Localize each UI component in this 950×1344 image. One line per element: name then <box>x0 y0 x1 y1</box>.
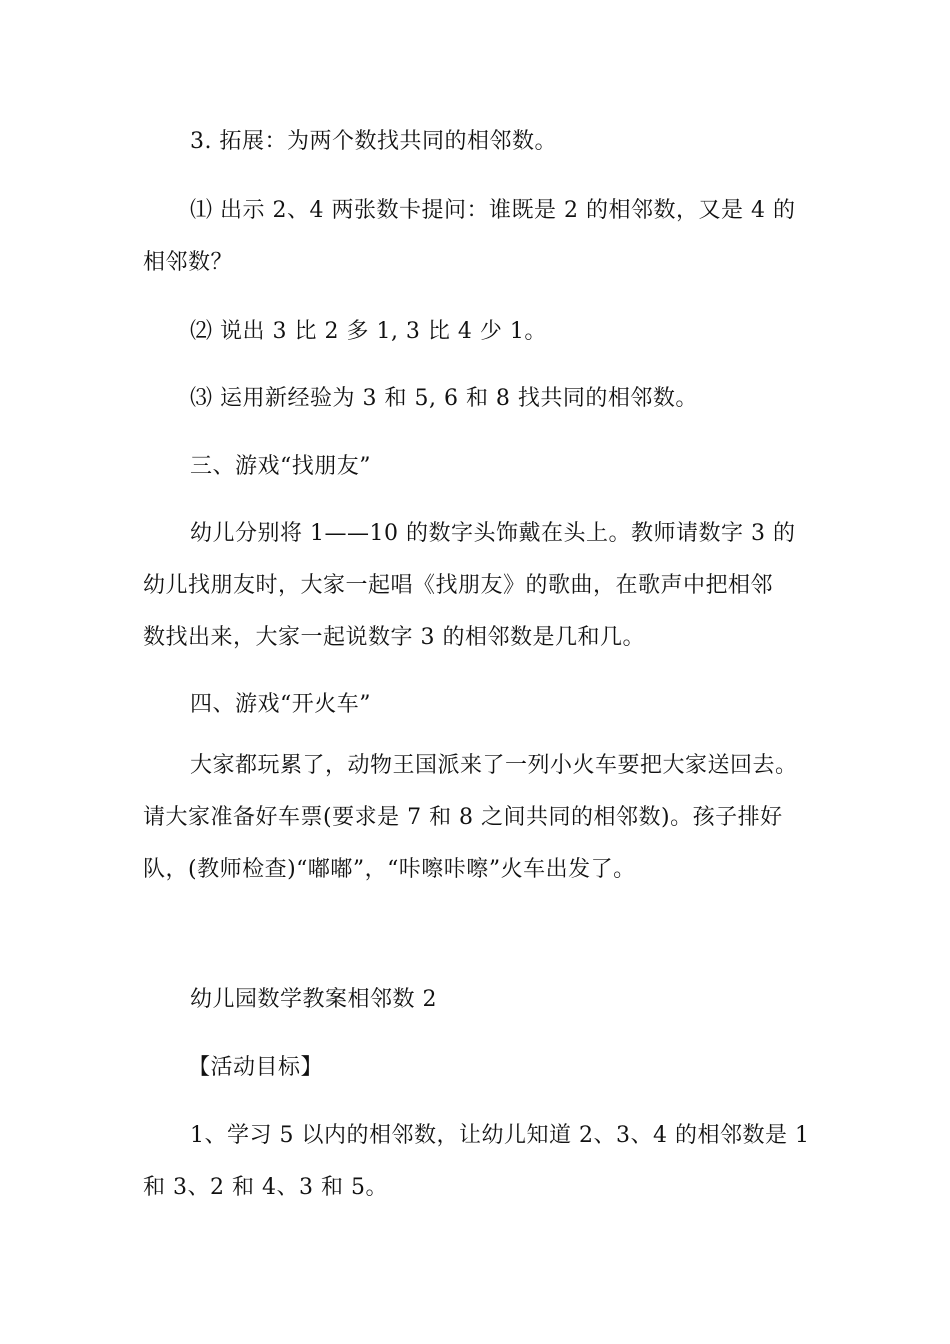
section-heading-find-friends: 三、游戏“找朋友” <box>190 454 371 479</box>
paragraph-item-3: ⑶ 运用新经验为 3 和 5, 6 和 8 找共同的相邻数。 <box>190 386 698 411</box>
paragraph-train-line-3: 队，(教师检查)“嘟嘟”，“咔嚓咔嚓”火车出发了。 <box>143 857 636 882</box>
paragraph-item-2: ⑵ 说出 3 比 2 多 1, 3 比 4 少 1。 <box>190 319 547 344</box>
paragraph-expand-heading: 3. 拓展：为两个数找共同的相邻数。 <box>190 129 557 154</box>
paragraph-find-friends-line-2: 幼儿找朋友时，大家一起唱《找朋友》的歌曲，在歌声中把相邻 <box>143 573 774 598</box>
lesson-title: 幼儿园数学教案相邻数 2 <box>190 987 437 1012</box>
paragraph-find-friends-line-1: 幼儿分别将 1——10 的数字头饰戴在头上。教师请数字 3 的 <box>190 521 796 546</box>
paragraph-item-1-line-2: 相邻数？ <box>143 250 234 275</box>
section-heading-goals: 【活动目标】 <box>188 1055 324 1080</box>
paragraph-item-1-line-1: ⑴ 出示 2、4 两张数卡提问：谁既是 2 的相邻数，又是 4 的 <box>190 198 796 223</box>
paragraph-train-line-2: 请大家准备好车票(要求是 7 和 8 之间共同的相邻数)。孩子排好 <box>143 805 783 830</box>
paragraph-train-line-1: 大家都玩累了，动物王国派来了一列小火车要把大家送回去。 <box>190 753 798 778</box>
paragraph-find-friends-line-3: 数找出来，大家一起说数字 3 的相邻数是几和几。 <box>143 625 645 650</box>
paragraph-goal-1-line-2: 和 3、2 和 4、3 和 5。 <box>143 1175 388 1200</box>
section-heading-train: 四、游戏“开火车” <box>190 692 371 717</box>
paragraph-goal-1-line-1: 1、学习 5 以内的相邻数，让幼儿知道 2、3、4 的相邻数是 1 <box>190 1123 810 1148</box>
